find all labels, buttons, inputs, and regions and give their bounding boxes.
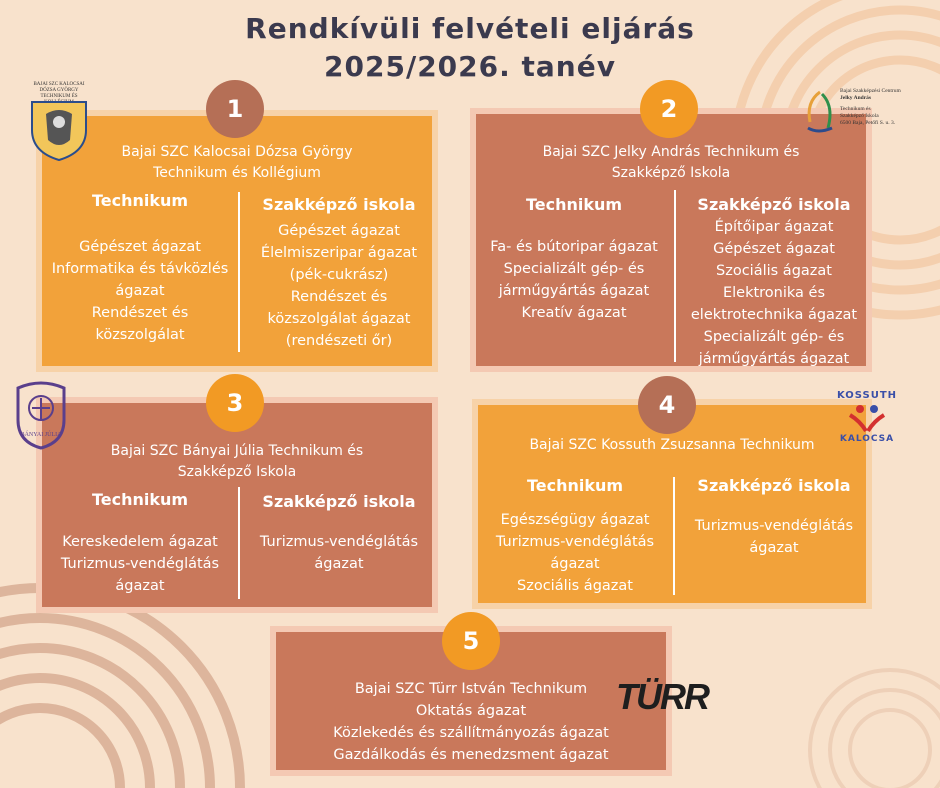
list-item: Gépészet ágazat — [79, 239, 201, 255]
shield-icon — [26, 100, 92, 162]
crest-icon — [14, 380, 68, 450]
school-name-line: Bajai SZC Kossuth Zsuzsanna Technikum — [529, 437, 815, 453]
list-item: Szociális ágazat — [716, 263, 832, 279]
list-item: Építőipar ágazat — [714, 219, 834, 235]
list-item: Fa- és bútoripar ágazat — [490, 239, 658, 255]
school-name: Bajai SZC Türr István Technikum — [354, 681, 588, 697]
list-item: Kreatív ágazat — [521, 305, 627, 321]
school-name-line: Bajai SZC Kalocsai Dózsa György — [121, 144, 353, 160]
column-heading: Technikum — [526, 476, 624, 495]
logo-text: Bajai Szakképzési Centrum — [840, 88, 901, 94]
school-name — [476, 142, 866, 184]
list-item: Gépészet ágazat — [713, 241, 835, 257]
logo-text: KALOCSA — [839, 434, 895, 444]
list-item: Turizmus-vendéglátás ágazat — [495, 534, 655, 572]
list-item: Kereskedelem ágazat — [62, 534, 218, 550]
logo-text: TÜRR — [616, 676, 708, 717]
list-item: Egészségügy ágazat — [500, 512, 650, 528]
badge-2: 2 — [640, 80, 698, 138]
logo-text: Szakképző Iskola — [840, 113, 879, 119]
school-name-line: Bajai SZC Bányai Júlia Technikum és — [110, 443, 364, 459]
column-heading: Technikum — [91, 191, 189, 210]
column-heading: Szakképző iskola — [262, 195, 416, 214]
badge-5: 5 — [442, 612, 500, 670]
list-item: Turizmus-vendéglátás ágazat — [694, 518, 854, 556]
item-list — [478, 509, 672, 597]
column-divider — [674, 190, 676, 362]
school-name — [42, 441, 432, 483]
jelky-andras-logo — [800, 88, 904, 140]
column-heading: Szakképző iskola — [262, 492, 416, 511]
kossuth-logo — [836, 390, 898, 450]
turr-logo — [616, 676, 714, 718]
school-box-2 — [470, 108, 872, 372]
page-title — [0, 10, 940, 86]
title-line-1: Rendkívüli felvételi eljárás — [245, 12, 695, 45]
column-heading: Szakképző iskola — [697, 476, 851, 495]
dozsa-gyorgy-logo — [26, 82, 92, 164]
column-heading: Technikum — [91, 490, 189, 509]
figures-icon — [836, 403, 898, 433]
technikum-column — [42, 190, 238, 346]
badge-1: 1 — [206, 80, 264, 138]
szakkepzo-column — [678, 475, 870, 559]
school-name-line: Szakképző Iskola — [611, 165, 731, 181]
column-divider — [238, 192, 240, 352]
school-name — [478, 435, 866, 456]
school-box-1 — [36, 110, 438, 372]
list-item: Informatika és távközlés ágazat — [51, 261, 229, 299]
item-list — [42, 236, 238, 346]
title-line-2: 2025/2026. tanév — [324, 50, 616, 83]
technikum-column — [478, 475, 672, 597]
list-item: Specializált gép- és járműgyártás ágazat — [698, 329, 850, 367]
szakkepzo-column — [244, 491, 434, 575]
list-item: Szociális ágazat — [517, 578, 633, 594]
compass-icon — [800, 88, 840, 138]
list-item: Élelmiszeripar ágazat (pék-cukrász) — [260, 245, 418, 283]
logo-text: BAJAI SZC KALOCSAI DÓZSA GYÖRGY TECHNIKUM ÉS — [33, 82, 85, 99]
logo-text: KOSSUTH — [836, 390, 898, 401]
list-item: Elektronika és elektrotechnika ágazat — [690, 285, 858, 323]
szakkepzo-column — [244, 194, 434, 352]
school-5-content — [276, 678, 666, 766]
school-name — [42, 142, 432, 184]
list-item: Turizmus-vendéglátás ágazat — [259, 534, 419, 572]
school-name-line: Bajai SZC Jelky András Technikum és — [542, 144, 800, 160]
column-divider — [673, 477, 675, 595]
technikum-column — [42, 489, 238, 597]
column-heading: Szakképző iskola — [697, 195, 851, 214]
list-item: Közlekedés és szállítmányozás ágazat — [333, 725, 609, 741]
technikum-column — [476, 194, 672, 324]
logo-text: Technikum és — [840, 106, 871, 112]
item-list — [42, 531, 238, 597]
item-list — [244, 220, 434, 352]
item-list — [244, 531, 434, 575]
item-list — [476, 236, 672, 324]
badge-4: 4 — [638, 376, 696, 434]
school-name-line: Szakképző Iskola — [177, 464, 297, 480]
item-list — [678, 515, 870, 559]
item-list — [678, 216, 870, 370]
list-item: Rendészet és közszolgálat — [91, 305, 189, 343]
szakkepzo-column — [678, 194, 870, 370]
badge-3: 3 — [206, 374, 264, 432]
column-heading: Technikum — [525, 195, 623, 214]
logo-text: 6500 Baja, Petőfi S. u. 3. — [840, 120, 896, 126]
list-item: Specializált gép- és járműgyártás ágazat — [498, 261, 650, 299]
list-item: Rendészet és közszolgálat ágazat (rendészeti őr) — [267, 289, 411, 349]
school-name-line: Technikum és Kollégium — [153, 165, 321, 181]
list-item: Oktatás ágazat — [415, 703, 527, 719]
logo-text: Jelky András — [840, 95, 872, 101]
list-item: Gépészet ágazat — [278, 223, 400, 239]
list-item: Gazdálkodás és menedzsment ágazat — [333, 747, 609, 763]
list-item: Turizmus-vendéglátás ágazat — [60, 556, 220, 594]
column-divider — [238, 487, 240, 599]
logo-text: BÁNYAI JÚLIA — [20, 432, 62, 438]
banyai-julia-logo — [14, 380, 68, 450]
